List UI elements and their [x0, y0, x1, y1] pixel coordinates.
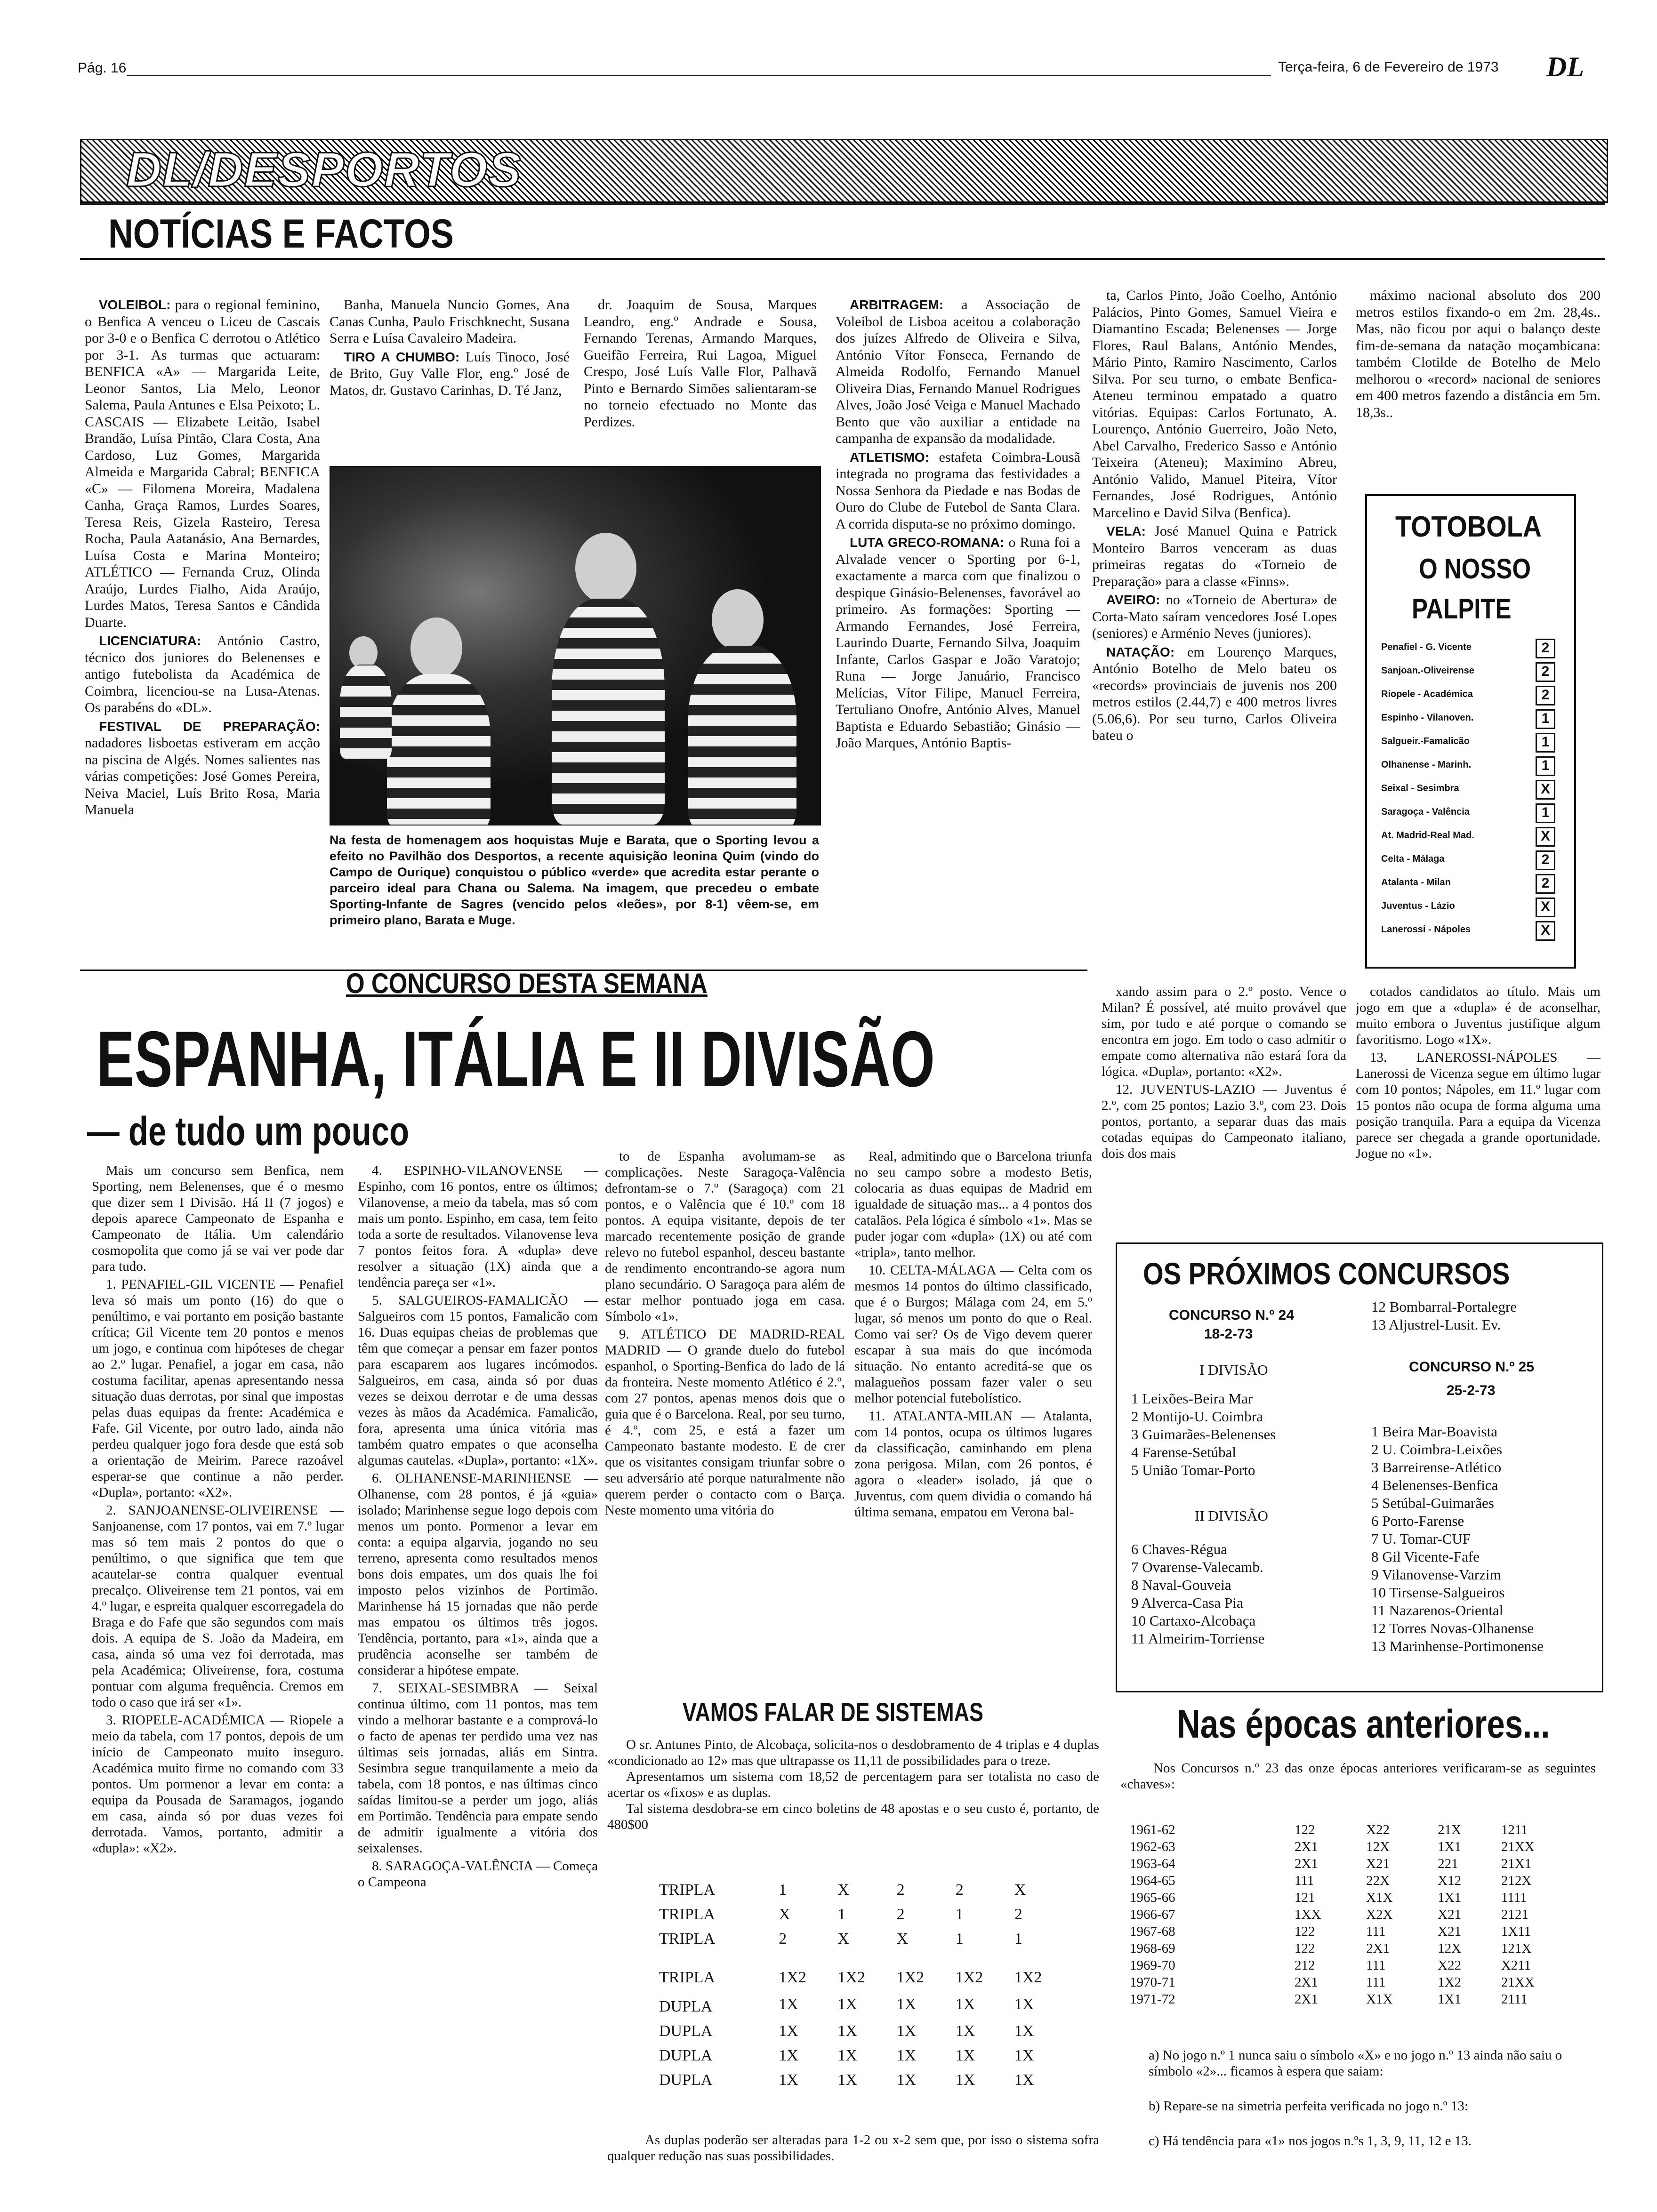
epocas-row: 1969-70 212 111 X22 X211: [1130, 1957, 1531, 1973]
concurso-col-4: Real, admitindo que o Barcelona triunfa no seu campo sobre a modesto Betis, colocaria as duas equipas de Madrid em igualdade de situação mas... a 4 pontos dos catalãos. Pela lógica é símbolo «1». Mas se puder jogar com «dupla» (1X) ou até com «tripla», tanto melhor. 10. CELTA-MÁLAGA — Celta com os mesmos 14 pontos do último classificado, que é o Burgos; Málaga com 24, em 5.º lugar, só menos um ponto do que o Real. Como vai ser? Os de Vigo devem querer escapar à sua mais do que incómoda situação. No entanto acreditá-se que os malagueños possam fazer valer o seu melhor potencial futebolístico. 11. ATALANTA-MILAN — Atalanta, com 14 pontos, ocupa os últimos lugares da classificação, caminhando em plena zona perigosa. Milan, com 26 pontos, é agora o «leader» isolado, já que o Juventus, com quem dividia o comando há última semana, empatou em Verona bal-: [854, 1149, 1092, 1520]
photo-caption: Na festa de homenagem aos hoquistas Muje e Barata, que o Sporting levou a efeito no Pavilhão dos Desportos, a recente aquisição leonina Quim (vindo do Campo de Ourique) conquistou o público «verde» que acredita estar perante o parceiro ideal para Chana ou Salema. Na imagem, que precedeu o embate Sporting-Infante de Sagres (vencido pelos «leões», por 8-1) vêem-se, em primeiro plano, Barata e Muge.: [330, 833, 819, 927]
totobola-title: TOTOBOLA: [1395, 511, 1542, 543]
epocas-table: [1130, 1821, 1591, 2008]
section-rule-bottom: [80, 258, 1605, 260]
sistemas-row: DUPLA 1X 1X 1X 1X 1X: [659, 2047, 1034, 2064]
sistemas-row: TRIPLA 1X2 1X2 1X2 1X2 1X2: [659, 1969, 1042, 1986]
c24-div2-list: 6 Chaves-Régua 7 Ovarense-Valecamb. 8 Naval-Gouveia 9 Alverca-Casa Pia 10 Cartaxo-Alcobaça 11 Almeirim-Torriense: [1131, 1541, 1265, 1647]
section-title: NOTÍCIAS E FACTOS: [108, 211, 454, 256]
totobola-row: Atalanta - Milan 2: [1381, 873, 1555, 893]
c24-date: 18-2-73: [1204, 1326, 1253, 1342]
epocas-row: 1963-64 2X1 X21 221 21X1: [1130, 1856, 1532, 1871]
news-col-2: Banha, Manuela Nuncio Gomes, Ana Canas Cunha, Paulo Frischknecht, Susana Serra e Luísa Cavaleiro Madeira. TIRO A CHUMBO: Luís Tinoco, José de Brito, Guy Valle Flor, eng.º José de Matos, dr. Gustavo Carinhas, D. Té Janz,: [330, 297, 570, 398]
sistemas-row: DUPLA 1X 1X 1X 1X 1X: [659, 2022, 1034, 2040]
totobola-row: Olhanense - Marinh. 1: [1381, 755, 1555, 775]
epocas-row: 1965-66 121 X1X 1X1 1111: [1130, 1890, 1527, 1905]
c24-div1-list: 1 Leixões-Beira Mar 2 Montijo-U. Coimbra 3 Guimarães-Belenenses 4 Farense-Setúbal 5 União Tomar-Porto: [1131, 1390, 1276, 1478]
c25-date: 25-2-73: [1447, 1383, 1496, 1398]
epocas-row: 1968-69 122 2X1 12X 121X: [1130, 1940, 1532, 1956]
proximos-title: OS PRÓXIMOS CONCURSOS: [1143, 1256, 1510, 1291]
concurso-col-3: to de Espanha avolumam-se as complicações. Neste Saragoça-Valência defrontam-se o 7.º (Saragoça) com 21 pontos, e o Valência que é 10.º com 18 pontos. A equipa visitante, depois de ter marcado recentemente posição de grande relevo no futebol espanhol, desceu bastante de rendimento encontrando-se agora num plano secundário. O Saragoça para além de estar melhor pontuado joga em casa. Símbolo «1». 9. ATLÉTICO DE MADRID-REAL MADRID — O grande duelo do futebol espanhol, o Sporting-Benfica do lado de lá da fronteira. Neste momento Atlético é 2.º, com 27 pontos, apenas menos dois que o guia que é o Barcelona. Real, por seu turno, é 4.º, com 25, e está a fazer um Campeonato bastante modesto. E de crer que os visitantes consigam triunfar sobre o seu adversário até porque naturalmente não querem perder o contacto com o Barça. Neste momento uma vitória do: [605, 1149, 845, 1518]
hockey-photo: [330, 466, 821, 825]
epocas-intro: Nos Concursos n.º 23 das onze épocas anteriores verificaram-se as seguintes «chaves»:: [1120, 1761, 1596, 1792]
sistemas-table: [659, 1878, 1073, 2092]
news-col-4: ARBITRAGEM: a Associação de Voleibol de Lisboa aceitou a colaboração dos juízes Alfredo de Oliveira e Silva, António Vítor Fonseca, Fernando de Almeida Rodolfo, Fernando Manuel Oliveira Dias, Fernando Manuel Rodrigues Alves, João José Veiga e Manuel Machado Bento que vão auxiliar a entidade na campanha de expansão da modalidade. ATLETISMO: estafeta Coimbra-Lousã integrada no programa das festividades a Nossa Senhora da Piedade e nas Bodas de Ouro do Clube de Futebol de Santa Clara. A corrida disputa-se no próximo domingo. LUTA GRECO-ROMANA: o Runa foi a Alvalade vencer o Sporting por 6-1, exactamente a marca com que finalizou o despique Ginásio-Belenenses, favorável ao primeiro. As formações: Sporting — Armando Fernandes, José Ferreira, Laurindo Duarte, Fernando Silva, Joaquim Infante, Carlos Gaspar e João Varatojo; Runa — Jorge Januário, Francisco Melícias, Vítor Filipe, Manuel Ferreira, Tertuliano Onofre, António Alves, Manuel Baptista e Eduardo Sebastião; Ginásio — João Marques, António Baptis-: [836, 297, 1080, 751]
totobola-row: Sanjoan.-Oliveirense 2: [1381, 661, 1555, 681]
c24-title: CONCURSO N.º 24: [1169, 1307, 1295, 1323]
totobola-row: Penafiel - G. Vicente 2: [1381, 637, 1555, 657]
c24-div2: II DIVISÃO: [1195, 1507, 1268, 1524]
epocas-row: 1971-72 2X1 X1X 1X1 2111: [1130, 1991, 1528, 2007]
epocas-row: 1966-67 1XX X2X X21 2121: [1130, 1907, 1528, 1922]
totobola-subtitle-2: PALPITE: [1412, 593, 1512, 625]
epocas-row: 1967-68 122 111 X21 1X11: [1130, 1923, 1531, 1939]
banner-title: DL/DESPORTOS: [126, 143, 522, 197]
news-col-3: dr. Joaquim de Sousa, Marques Leandro, eng.º Andrade e Sousa, Fernando Terenas, Armando Marques, Gueifão Ferreira, Rui Lagoa, Miguel Crespo, José Luís Valle Flor, Palhavã Pinto e Bernardo Simões salientaram-se no torneio efectuado no Monte das Perdizes.: [584, 297, 817, 430]
page-number: Pág. 16: [78, 60, 127, 76]
c25-title: CONCURSO N.º 25: [1409, 1359, 1535, 1375]
totobola-row: Juventus - Lázio X: [1381, 896, 1555, 916]
c25-list: 1 Beira Mar-Boavista 2 U. Coimbra-Leixões 3 Barreirense-Atlético 4 Belenenses-Benfica 5 Setúbal-Guimarães 6 Porto-Farense 7 U. Tomar-CUF 8 Gil Vicente-Fafe 9 Vilanovense-Varzim 10 Tirsense-Salgueiros 11 Nazarenos-Oriental 12 Torres Novas-Olhanense 13 Marinhense-Portimonense: [1371, 1423, 1544, 1654]
dl-logo: DL: [1546, 51, 1584, 82]
proximos-box: [1116, 1242, 1603, 1692]
page-date: Terça-feira, 6 de Fevereiro de 1973: [1278, 59, 1499, 75]
desportos-banner: [80, 139, 1608, 203]
totobola-row: Saragoça - Valência 1: [1381, 802, 1555, 822]
sistemas-row: DUPLA 1X 1X 1X 1X 1X: [659, 2071, 1034, 2089]
sistemas-row: TRIPLA 2 X X 1 1: [659, 1930, 1022, 1948]
totobola-row: Riopele - Académica 2: [1381, 684, 1555, 705]
concurso-col-6: cotados candidatos ao título. Mais um jogo em que a «dupla» é de aconselhar, muito embora o Juventus justifique algum favoritismo. Logo «1X». 13. LANEROSSI-NÁPOLES — Lanerossi de Vicenza segue em último lugar com 10 pontos; Nápoles, em 11.º lugar com 15 pontos não ocupa de forma alguma uma posição tranquila. Para a equipa da Vicenza parece ser chegada a grande oportunidade. Jogue no «1».: [1356, 984, 1601, 1161]
sistemas-row: TRIPLA 1 X 2 2 X: [659, 1881, 1026, 1899]
epocas-row: 1970-71 2X1 111 1X2 21XX: [1130, 1974, 1535, 1990]
totobola-row: Salgueir.-Famalicão 1: [1381, 731, 1555, 752]
header-rule: [127, 75, 1271, 76]
concurso-col-2: 4. ESPINHO-VILANOVENSE — Espinho, com 16 pontos, entre os últimos; Vilanovense, a meio da tabela, mas só com mais um ponto. Espinho, em casa, tem feito toda a sorte de resultados. Vilanovense leva 7 pontos feitos fora. A «dupla» deve resolver a situação (1X) ainda que a tendência pareça ser «1». 5. SALGUEIROS-FAMALICÃO — Salgueiros com 15 pontos, Famalicão com 16. Duas equipas cheias de problemas que têm que começar a pensar em fazer pontos para escaparem aos lugares incómodos. Salgueiros, em casa, ainda só por duas vezes se deixou derrotar e de uma dessas vezes às mãos da Académica. Famalicão, fora, apresenta uma única vitória mas também quatro empates o que aconselha algumas cautelas. «Dupla», portanto: «1X». 6. OLHANENSE-MARINHENSE — Olhanense, com 28 pontos, é já «guia» isolado; Marinhense segue logo depois com menos um ponto. Pormenor a levar em conta: a equipa algarvia, jogando no seu terreno, apresenta como resultados menos bons dois empates, um dos quais lhe foi imposto pelos vizinhos de Portimão. Marinhense há 15 jornadas que não perde mas empatou os últimos três jogos. Tendência, portanto, para «1», ainda que a prudência aconselhe ser também de considerar a hipótese empate. 7. SEIXAL-SESIMBRA — Seixal continua último, com 11 pontos, mas tem vindo a melhorar bastante e a comprová-lo o facto de apenas ter perdido uma vez nas últimas seis jornadas, aliás em Sintra. Sesimbra segue tranquilamente a meio da tabela, com 18 pontos, e nas últimas cinco saídas limitou-se a perder um jogo, aliás em Portimão. Tendência para empate sendo de admitir igualmente a vitória dos seixalenses. 8. SARAGOÇA-VALÊNCIA — Começa o Campeona: [358, 1163, 598, 1890]
totobola-row: Celta - Málaga 2: [1381, 849, 1555, 869]
c24-extra-list: 12 Bombarral-Portalegre 13 Aljustrel-Lusit. Ev.: [1371, 1298, 1517, 1333]
news-col-5: ta, Carlos Pinto, João Coelho, António Palácios, Pinto Gomes, Samuel Vieira e Diamantino Escada; Belenenses — Jorge Flores, Raul Balans, António Mendes, Mário Pinto, Ramiro Nascimento, Carlos Silva. Por seu turno, o embate Benfica-Ateneu terminou empatado a quatro vitórias. Equipas: Carlos Fortunato, A. Lourenço, António Guerreiro, João Neto, Abel Carvalho, Frederico Sasso e António Teixeira (Ateneu); Maximino Abreu, António Valido, Manuel Piteira, Vítor Fernandes, José Rodrigues, António Marcelino e David Silva (Benfica). VELA: José Manuel Quina e Patrick Monteiro Barros venceram as duas primeiras regatas do «Torneio de Preparação» para a classe «Finns». AVEIRO: no «Torneio de Abertura» de Corta-Mato saíram vencedores José Lopes (seniores) e Arménio Neves (juniores). NATAÇÃO: em Lourenço Marques, António Botelho de Melo bateu os «records» provinciais de juvenis nos 200 metros estilos (2.44,7) e 400 metros livres (5.06,6). Por seu turno, Carlos Oliveira bateu o: [1092, 288, 1337, 743]
sistemas-text: O sr. Antunes Pinto, de Alcobaça, solicita-nos o desdobramento de 4 triplas e 4 duplas «condicionado ao 12» mas que ultrapasse os 11,11 de possibilidades para o treze. Apresentamos um sistema com 18,52 de percentagem para ser totalista no caso de acertar os «fixos» e as duplas. Tal sistema desdobra-se em cinco boletins de 48 apostas e o seu custo é, portanto, de 480$00: [607, 1737, 1099, 1832]
epocas-notes: a) No jogo n.º 1 nunca saiu o símbolo «X» e no jogo n.º 13 ainda não saiu o símbolo «2»... ficamos à espera que saiam: b) Repare-se na simetria perfeita verificada no jogo n.º 13: c) Há tendência para «1» nos jogos n.ºs 1, 3, 9, 11, 12 e 13.: [1149, 2048, 1562, 2148]
epocas-row: 1964-65 111 22X X12 212X: [1130, 1873, 1532, 1888]
concurso-col-5: xando assim para o 2.º posto. Vence o Milan? É possível, até muito provável que sim, por tudo e até porque o comando se encontra em jogo. Em todo o caso admitir o empate como alternativa não estará fora da lógica. «Dupla», portanto: «X2». 12. JUVENTUS-LAZIO — Juventus é 2.º, com 25 pontos; Lazio 3.º, com 23. Dois pontos, portanto, a separar duas das mais cotadas equipas do Campeonato italiano, dois dos mais: [1102, 984, 1346, 1161]
concurso-col-1: Mais um concurso sem Benfica, nem Sporting, nem Belenenses, que é o mesmo que dizer sem I Divisão. Há II (7 jogos) e depois aparece Campeonato de Espanha e Campeonato de Itália. Um calendário cosmopolita que como já se vai ver pode dar para tudo. 1. PENAFIEL-GIL VICENTE — Penafiel leva só mais um ponto (16) do que o penúltimo, e vai portanto em posição bastante crítica; Gil Vicente tem 20 pontos e menos um jogo, e continua com hipóteses de chegar ao 2.º lugar. Penafiel, a jogar em casa, não costuma facilitar, apenas apresentando nessa situação duas derrotas, por sinal que impostas pelas duas equipas da frente: Académica e Fafe. Gil Vicente, por outro lado, ainda não perdeu qualquer jogo fora desde que está sob a orientação de Meirim. Parece razoável esperar-se que continue a não perder. «Dupla», portanto: «X2». 2. SANJOANENSE-OLIVEIRENSE — Sanjoanense, com 17 pontos, vai em 7.º lugar mas só tem mais 2 pontos do que o penúltimo, o que significa que tem que acautelar-se contra qualquer eventual precalço. Oliveirense tem 21 pontos, vai em 4.º lugar, e espreita qualquer escorregadela do Braga e do Fafe que são segundos com mais dois. A equipa de S. João da Madeira, em casa, ainda só uma vez foi derrotada, mas pela Académica; Oliveirense, fora, costuma pontuar com alguma frequência. Cremos em todo o caso que irá ser «1». 3. RIOPELE-ACADÉMICA — Riopele a meio da tabela, com 17 pontos, depois de um início de Campeonato muito inseguro. Académica muito firme no comando com 33 pontos. Um pormenor a levar em conta: a equipa da Pousada de Saramagos, jogando em casa, ainda só por duas vezes foi derrotada. Vamos, portanto, admitir a «dupla»: «X2».: [92, 1163, 344, 1856]
news-col-6: máximo nacional absoluto dos 200 metros estilos fixando-o em 2m. 28,4s.. Mas, não ficou por aqui o balanço deste fim-de-semana da natação moçambicana: também Clotilde de Botelho de Melo melhorou o «record» nacional de seniores em 400 metros fazendo a distância em 5m. 18,3s..: [1356, 288, 1601, 420]
totobola-box: [1365, 494, 1576, 969]
concurso-headline: ESPANHA, ITÁLIA E II DIVISÃO: [97, 1015, 935, 1103]
totobola-row: At. Madrid-Real Mad. X: [1381, 825, 1555, 846]
sistemas-title: VAMOS FALAR DE SISTEMAS: [683, 1697, 983, 1727]
totobola-row: Espinho - Vilanoven. 1: [1381, 708, 1555, 728]
totobola-subtitle: O NOSSO: [1419, 553, 1531, 585]
totobola-row: Lanerossi - Nápoles X: [1381, 920, 1555, 940]
epocas-row: 1962-63 2X1 12X 1X1 21XX: [1130, 1839, 1535, 1854]
epocas-title: Nas épocas anteriores...: [1177, 1702, 1550, 1746]
sistemas-row: TRIPLA X 1 2 1 2: [659, 1906, 1022, 1923]
concurso-kicker: O CONCURSO DESTA SEMANA: [346, 968, 708, 999]
sistemas-row: DUPLA 1X 1X 1X 1X 1X: [659, 1996, 1034, 2015]
c24-div1: I DIVISÃO: [1199, 1362, 1268, 1378]
concurso-subhead: — de tudo um pouco: [87, 1109, 410, 1154]
section-rule-top: [80, 203, 1605, 205]
sistemas-footer: As duplas poderão ser alteradas para 1-2 ou x-2 sem que, por isso o sistema sofra qualquer redução nas suas possibilidades.: [607, 2132, 1099, 2164]
totobola-row: Seixal - Sesimbra X: [1381, 778, 1555, 799]
epocas-row: 1961-62 122 X22 21X 1211: [1130, 1822, 1528, 1837]
news-col-1: VOLEIBOL: para o regional feminino, o Benfica A venceu o Liceu de Cascais por 3-0 e o Benfica C derrotou o Atlético por 3-1. As turmas que actuaram: BENFICA «A» — Margarida Leite, Leonor Santos, Lia Melo, Leonor Salema, Paula Antunes e Elsa Peixoto; L. CASCAIS — Elizabete Leitão, Isabel Brandão, Luísa Pintão, Clara Costa, Ana Cardoso, Luz Gomes, Margarida Almeida e Margarida Cabral; BENFICA «C» — Filomena Moreira, Madalena Canha, Graça Ramos, Lurdes Soares, Teresa Reis, Gizela Rasteiro, Teresa Rocha, Paula Aatanásio, Ana Bernardes, Luísa Costa e Marina Monteiro; ATLÉTICO — Fernanda Cruz, Olinda Araújo, Lurdes Fialho, Aida Araújo, Lurdes Matos, Teresa Santos e Cândida Duarte. LICENCIATURA: António Castro, técnico dos juniores do Belenenses e antigo futebolista da Académica de Coimbra, licenciou-se na Lusa-Atenas. Os parabéns do «DL». FESTIVAL DE PREPARAÇÃO: nadadores lisboetas estiveram em acção na piscina de Algés. Nomes salientes nas várias competições: José Gomes Pereira, Neiva Maciel, Luís Brito Rosa, Maria Manuela: [85, 297, 320, 817]
